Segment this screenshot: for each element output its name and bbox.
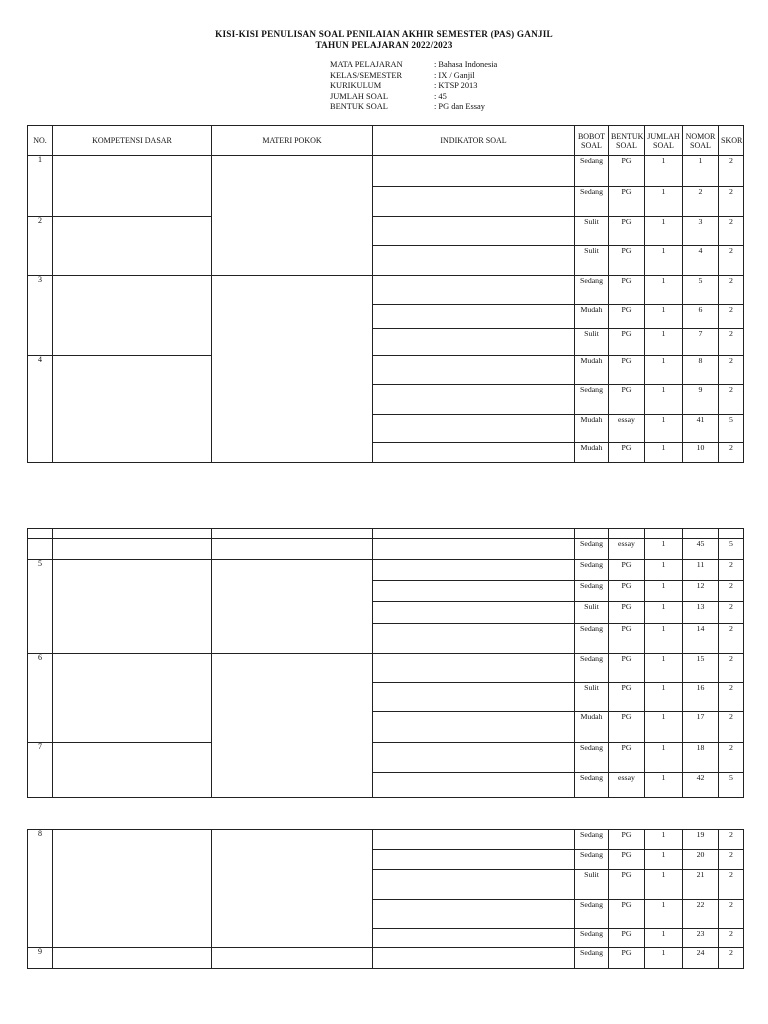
bobot-cell: Sedang [575, 385, 609, 415]
bentuk-cell: PG [609, 743, 645, 773]
row-number: 5 [28, 560, 53, 654]
jumlah-cell: 1 [645, 187, 683, 217]
bentuk-cell: PG [609, 217, 645, 246]
nomor-cell: 20 [683, 850, 719, 870]
jumlah-cell: 1 [645, 539, 683, 560]
indikator-cell [373, 276, 575, 305]
materi-pokok-cell [212, 560, 373, 654]
bobot-cell: Mudah [575, 712, 609, 743]
nomor-cell: 21 [683, 870, 719, 900]
kisi-kisi-table-part-3 [27, 829, 744, 969]
bobot-cell: Sedang [575, 929, 609, 948]
bentuk-cell: PG [609, 443, 645, 463]
bentuk-cell: PG [609, 624, 645, 654]
bentuk-cell [609, 529, 645, 539]
bentuk-cell: PG [609, 246, 645, 276]
table-row [28, 529, 744, 539]
jumlah-cell: 1 [645, 443, 683, 463]
header-kompetensi-dasar: KOMPETENSI DASAR [53, 126, 212, 156]
meta-row [330, 81, 497, 92]
kisi-kisi-table-part-2 [27, 528, 744, 798]
meta-value: : PG dan Essay [434, 102, 485, 112]
skor-cell: 2 [719, 217, 744, 246]
indikator-cell [373, 560, 575, 581]
nomor-cell: 15 [683, 654, 719, 683]
skor-cell: 2 [719, 712, 744, 743]
row-number: 1 [28, 156, 53, 217]
kompetensi-dasar-cell [53, 156, 212, 217]
table-row [28, 539, 744, 560]
skor-cell: 2 [719, 948, 744, 969]
jumlah-cell: 1 [645, 773, 683, 798]
bobot-cell: Sedang [575, 156, 609, 187]
meta-key: KURIKULUM [330, 81, 382, 91]
jumlah-cell: 1 [645, 683, 683, 712]
table-row [28, 654, 744, 683]
indikator-cell [373, 683, 575, 712]
jumlah-cell: 1 [645, 156, 683, 187]
row-number: 2 [28, 217, 53, 276]
bentuk-cell: PG [609, 929, 645, 948]
bobot-cell [575, 529, 609, 539]
kompetensi-dasar-cell [53, 217, 212, 276]
indikator-cell [373, 773, 575, 798]
bentuk-cell: PG [609, 948, 645, 969]
skor-cell: 2 [719, 654, 744, 683]
skor-cell: 5 [719, 773, 744, 798]
bobot-cell: Mudah [575, 415, 609, 443]
nomor-cell: 19 [683, 830, 719, 850]
kompetensi-dasar-cell [53, 948, 212, 969]
skor-cell: 2 [719, 560, 744, 581]
bobot-cell: Mudah [575, 443, 609, 463]
bobot-cell: Sedang [575, 830, 609, 850]
jumlah-cell: 1 [645, 246, 683, 276]
jumlah-cell: 1 [645, 948, 683, 969]
table-row [28, 356, 744, 385]
bentuk-cell: PG [609, 683, 645, 712]
bobot-cell: Sedang [575, 581, 609, 602]
bobot-cell: Sulit [575, 246, 609, 276]
skor-cell: 2 [719, 900, 744, 929]
header-indikator-soal: INDIKATOR SOAL [373, 126, 575, 156]
bentuk-cell: PG [609, 900, 645, 929]
jumlah-cell: 1 [645, 830, 683, 850]
indikator-cell [373, 870, 575, 900]
jumlah-cell: 1 [645, 305, 683, 329]
header-no: NO. [28, 126, 53, 156]
nomor-cell: 12 [683, 581, 719, 602]
nomor-cell: 11 [683, 560, 719, 581]
skor-cell: 2 [719, 929, 744, 948]
meta-value: : Bahasa Indonesia [434, 60, 498, 69]
bentuk-cell: essay [609, 539, 645, 560]
kompetensi-dasar-cell [53, 276, 212, 356]
meta-value: : 45 [434, 91, 447, 101]
jumlah-cell: 1 [645, 385, 683, 415]
table-row [28, 560, 744, 581]
indikator-cell [373, 443, 575, 463]
meta-row [330, 71, 497, 82]
bobot-cell: Sedang [575, 948, 609, 969]
indikator-cell [373, 246, 575, 276]
indikator-cell [373, 385, 575, 415]
indikator-cell [373, 654, 575, 683]
header-bobot-soal: BOBOT SOAL [575, 126, 609, 156]
document-title: KISI-KISI PENULISAN SOAL PENILAIAN AKHIR SEMESTER (PAS) GANJIL [215, 29, 553, 39]
row-number: 3 [28, 276, 53, 356]
meta-key: BENTUK SOAL [330, 102, 388, 112]
kisi-kisi-table-part-1 [27, 125, 744, 463]
bentuk-cell: PG [609, 850, 645, 870]
row-number: 4 [28, 356, 53, 463]
skor-cell: 2 [719, 246, 744, 276]
bentuk-cell: PG [609, 654, 645, 683]
header-jumlah-soal: JUMLAH SOAL [645, 126, 683, 156]
materi-pokok-cell [212, 654, 373, 798]
table-row [28, 276, 744, 305]
skor-cell: 2 [719, 276, 744, 305]
header-bentuk-soal: BENTUK SOAL [609, 126, 645, 156]
bobot-cell: Sulit [575, 217, 609, 246]
skor-cell: 2 [719, 356, 744, 385]
bobot-cell: Sedang [575, 850, 609, 870]
materi-pokok-cell [212, 830, 373, 948]
nomor-cell: 13 [683, 602, 719, 624]
skor-cell: 2 [719, 329, 744, 356]
nomor-cell: 23 [683, 929, 719, 948]
materi-pokok-cell [212, 276, 373, 463]
bentuk-cell: PG [609, 329, 645, 356]
indikator-cell [373, 929, 575, 948]
jumlah-cell: 1 [645, 356, 683, 385]
jumlah-cell: 1 [645, 624, 683, 654]
indikator-cell [373, 156, 575, 187]
bentuk-cell: PG [609, 830, 645, 850]
jumlah-cell [645, 529, 683, 539]
kompetensi-dasar-cell [53, 560, 212, 654]
indikator-cell [373, 850, 575, 870]
bentuk-cell: PG [609, 156, 645, 187]
jumlah-cell: 1 [645, 850, 683, 870]
jumlah-cell: 1 [645, 581, 683, 602]
indikator-cell [373, 356, 575, 385]
jumlah-cell: 1 [645, 654, 683, 683]
kompetensi-dasar-cell [53, 830, 212, 948]
meta-row [330, 102, 497, 113]
table-row [28, 948, 744, 969]
indikator-cell [373, 900, 575, 929]
kompetensi-dasar-cell [53, 356, 212, 463]
bentuk-cell: PG [609, 276, 645, 305]
document-subtitle: TAHUN PELAJARAN 2022/2023 [315, 40, 453, 50]
bentuk-cell: essay [609, 773, 645, 798]
bobot-cell: Sedang [575, 900, 609, 929]
skor-cell: 5 [719, 415, 744, 443]
meta-row [330, 92, 497, 103]
nomor-cell: 8 [683, 356, 719, 385]
kompetensi-dasar-cell [53, 539, 212, 560]
skor-cell: 2 [719, 385, 744, 415]
header-skor: SKOR [719, 126, 744, 156]
jumlah-cell: 1 [645, 217, 683, 246]
bobot-cell: Sedang [575, 624, 609, 654]
nomor-cell: 4 [683, 246, 719, 276]
meta-value: : IX / Ganjil [434, 70, 475, 80]
skor-cell: 2 [719, 870, 744, 900]
nomor-cell: 45 [683, 539, 719, 560]
indikator-cell [373, 529, 575, 539]
header-materi-pokok: MATERI POKOK [212, 126, 373, 156]
skor-cell: 2 [719, 602, 744, 624]
indikator-cell [373, 539, 575, 560]
jumlah-cell: 1 [645, 415, 683, 443]
row-number: 6 [28, 654, 53, 743]
skor-cell: 2 [719, 850, 744, 870]
row-number [28, 529, 53, 539]
jumlah-cell: 1 [645, 276, 683, 305]
bobot-cell: Sedang [575, 560, 609, 581]
jumlah-cell: 1 [645, 560, 683, 581]
nomor-cell: 41 [683, 415, 719, 443]
materi-pokok-cell [212, 539, 373, 560]
nomor-cell: 5 [683, 276, 719, 305]
bobot-cell: Sulit [575, 602, 609, 624]
bentuk-cell: PG [609, 712, 645, 743]
nomor-cell: 24 [683, 948, 719, 969]
materi-pokok-cell [212, 156, 373, 276]
skor-cell: 2 [719, 443, 744, 463]
nomor-cell: 14 [683, 624, 719, 654]
indikator-cell [373, 305, 575, 329]
indikator-cell [373, 624, 575, 654]
bentuk-cell: PG [609, 602, 645, 624]
jumlah-cell: 1 [645, 602, 683, 624]
bobot-cell: Mudah [575, 305, 609, 329]
meta-key: KELAS/SEMESTER [330, 70, 403, 80]
bobot-cell: Sedang [575, 773, 609, 798]
meta-row [330, 60, 497, 71]
skor-cell [719, 529, 744, 539]
nomor-cell: 6 [683, 305, 719, 329]
skor-cell: 2 [719, 156, 744, 187]
row-number: 9 [28, 948, 53, 969]
bentuk-cell: PG [609, 305, 645, 329]
skor-cell: 2 [719, 683, 744, 712]
bentuk-cell: PG [609, 385, 645, 415]
header-nomor-soal: NOMOR SOAL [683, 126, 719, 156]
table-header-row [28, 126, 744, 156]
bobot-cell: Sedang [575, 654, 609, 683]
meta-key: JUMLAH SOAL [330, 91, 388, 101]
nomor-cell: 7 [683, 329, 719, 356]
nomor-cell: 17 [683, 712, 719, 743]
kompetensi-dasar-cell [53, 529, 212, 539]
indikator-cell [373, 415, 575, 443]
document-meta [330, 60, 497, 113]
bentuk-cell: PG [609, 560, 645, 581]
nomor-cell: 42 [683, 773, 719, 798]
jumlah-cell: 1 [645, 743, 683, 773]
jumlah-cell: 1 [645, 329, 683, 356]
table-row [28, 156, 744, 187]
bobot-cell: Sedang [575, 539, 609, 560]
bentuk-cell: PG [609, 870, 645, 900]
bobot-cell: Sulit [575, 870, 609, 900]
table-row [28, 830, 744, 850]
bentuk-cell: PG [609, 581, 645, 602]
bobot-cell: Sedang [575, 276, 609, 305]
nomor-cell: 16 [683, 683, 719, 712]
bentuk-cell: PG [609, 187, 645, 217]
skor-cell: 2 [719, 305, 744, 329]
nomor-cell: 1 [683, 156, 719, 187]
indikator-cell [373, 217, 575, 246]
skor-cell: 2 [719, 743, 744, 773]
row-number [28, 539, 53, 560]
nomor-cell: 3 [683, 217, 719, 246]
row-number: 7 [28, 743, 53, 798]
jumlah-cell: 1 [645, 900, 683, 929]
nomor-cell: 10 [683, 443, 719, 463]
materi-pokok-cell [212, 948, 373, 969]
nomor-cell: 22 [683, 900, 719, 929]
nomor-cell: 18 [683, 743, 719, 773]
bobot-cell: Sedang [575, 743, 609, 773]
skor-cell: 2 [719, 187, 744, 217]
skor-cell: 2 [719, 624, 744, 654]
jumlah-cell: 1 [645, 712, 683, 743]
indikator-cell [373, 712, 575, 743]
bentuk-cell: PG [609, 356, 645, 385]
indikator-cell [373, 830, 575, 850]
bobot-cell: Sulit [575, 683, 609, 712]
nomor-cell: 2 [683, 187, 719, 217]
skor-cell: 2 [719, 830, 744, 850]
indikator-cell [373, 187, 575, 217]
meta-value: : KTSP 2013 [434, 81, 478, 91]
indikator-cell [373, 602, 575, 624]
skor-cell: 5 [719, 539, 744, 560]
nomor-cell [683, 529, 719, 539]
table-row [28, 743, 744, 773]
meta-key: MATA PELAJARAN [330, 60, 403, 69]
bentuk-cell: essay [609, 415, 645, 443]
jumlah-cell: 1 [645, 870, 683, 900]
indikator-cell [373, 743, 575, 773]
materi-pokok-cell [212, 529, 373, 539]
bobot-cell: Sulit [575, 329, 609, 356]
skor-cell: 2 [719, 581, 744, 602]
row-number: 8 [28, 830, 53, 948]
bobot-cell: Mudah [575, 356, 609, 385]
indikator-cell [373, 581, 575, 602]
nomor-cell: 9 [683, 385, 719, 415]
indikator-cell [373, 948, 575, 969]
kompetensi-dasar-cell [53, 743, 212, 798]
bobot-cell: Sedang [575, 187, 609, 217]
jumlah-cell: 1 [645, 929, 683, 948]
table-row [28, 217, 744, 246]
indikator-cell [373, 329, 575, 356]
kompetensi-dasar-cell [53, 654, 212, 743]
